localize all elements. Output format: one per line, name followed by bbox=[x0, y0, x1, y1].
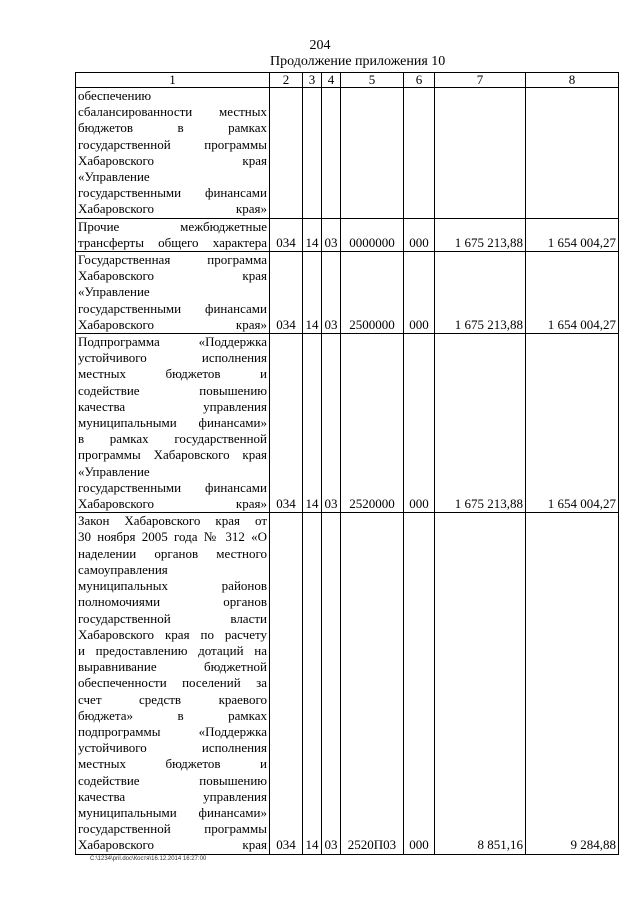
column-number-row bbox=[76, 73, 619, 88]
amount-year-1 bbox=[435, 88, 526, 219]
target-article-code: 2520П03 bbox=[341, 513, 404, 854]
description-line: программы Хабаровского края bbox=[78, 447, 267, 463]
amount-year-2: 9 284,88 bbox=[526, 513, 619, 854]
description-line: местных бюджетов и bbox=[78, 756, 267, 772]
ministry-code bbox=[270, 88, 303, 219]
description-line: Хабаровского края» bbox=[78, 201, 267, 217]
table-row bbox=[76, 334, 619, 513]
column-number: 3 bbox=[303, 73, 322, 88]
description-line: трансферты общего характера bbox=[78, 234, 267, 250]
description-line: муниципальными финансами» bbox=[78, 804, 267, 820]
table-row bbox=[76, 88, 619, 219]
amount-year-2: 1 654 004,27 bbox=[526, 218, 619, 251]
description-line: государственной программы bbox=[78, 821, 267, 837]
column-number: 2 bbox=[270, 73, 303, 88]
description-line: муниципальных районов bbox=[78, 578, 267, 594]
subsection-code bbox=[322, 88, 341, 219]
row-description bbox=[76, 252, 270, 334]
description-line: местных бюджетов и bbox=[78, 366, 267, 382]
description-line: качества управления bbox=[78, 398, 267, 414]
description-line: государственными финансами bbox=[78, 185, 267, 201]
expense-type-code: 000 bbox=[404, 513, 435, 854]
target-article-code bbox=[341, 88, 404, 219]
description-line: обеспеченности поселений за bbox=[78, 675, 267, 691]
description-line: Государственная программа bbox=[78, 252, 267, 268]
description-line: Хабаровского края» bbox=[78, 496, 267, 512]
column-number: 6 bbox=[404, 73, 435, 88]
description-line: государственными финансами bbox=[78, 479, 267, 495]
amount-year-1: 1 675 213,88 bbox=[435, 252, 526, 334]
row-description bbox=[76, 218, 270, 251]
description-line: государственной власти bbox=[78, 610, 267, 626]
section-code: 14 bbox=[303, 513, 322, 854]
column-number: 8 bbox=[526, 73, 619, 88]
description-line: самоуправления bbox=[78, 561, 168, 577]
description-line: Прочие межбюджетные bbox=[78, 218, 267, 234]
table-row bbox=[76, 252, 619, 334]
expense-type-code: 000 bbox=[404, 218, 435, 251]
page-number: 204 bbox=[309, 38, 331, 53]
expense-type-code: 000 bbox=[404, 334, 435, 513]
expense-type-code: 000 bbox=[404, 252, 435, 334]
section-code: 14 bbox=[303, 252, 322, 334]
row-description bbox=[76, 513, 270, 854]
column-number: 4 bbox=[322, 73, 341, 88]
column-number: 1 bbox=[76, 73, 270, 88]
subsection-code: 03 bbox=[322, 334, 341, 513]
description-line: бюджетов в рамках bbox=[78, 120, 267, 136]
row-description bbox=[76, 334, 270, 513]
description-line: «Управление bbox=[78, 284, 150, 300]
table-row bbox=[76, 218, 619, 251]
description-line: сбалансированности местных bbox=[78, 104, 267, 120]
column-number: 5 bbox=[341, 73, 404, 88]
description-line: государственными финансами bbox=[78, 300, 267, 316]
description-line: устойчивого исполнения bbox=[78, 350, 267, 366]
appendix-continuation-label: Продолжение приложения 10 bbox=[270, 54, 446, 69]
amount-year-1: 1 675 213,88 bbox=[435, 334, 526, 513]
description-line: Хабаровского края bbox=[78, 152, 267, 168]
description-line: обеспечению bbox=[78, 88, 152, 103]
ministry-code: 034 bbox=[270, 252, 303, 334]
section-code: 14 bbox=[303, 334, 322, 513]
amount-year-1: 8 851,16 bbox=[435, 513, 526, 854]
description-line: Хабаровского края по расчету bbox=[78, 626, 267, 642]
section-code: 14 bbox=[303, 218, 322, 251]
budget-table bbox=[75, 72, 619, 855]
table-row bbox=[76, 513, 619, 854]
description-line: Хабаровского края bbox=[78, 268, 267, 284]
description-line: наделении органов местного bbox=[78, 545, 267, 561]
description-line: содействие повышению bbox=[78, 382, 267, 398]
description-line: Хабаровского края bbox=[78, 837, 267, 853]
amount-year-2: 1 654 004,27 bbox=[526, 252, 619, 334]
target-article-code: 2500000 bbox=[341, 252, 404, 334]
description-line: полномочиями органов bbox=[78, 594, 267, 610]
ministry-code: 034 bbox=[270, 218, 303, 251]
description-line: 30 ноября 2005 года № 312 «О bbox=[78, 529, 267, 545]
description-line: подпрограммы «Поддержка bbox=[78, 723, 267, 739]
description-line: в рамках государственной bbox=[78, 431, 267, 447]
target-article-code: 0000000 bbox=[341, 218, 404, 251]
description-line: и предоставлению дотаций на bbox=[78, 642, 267, 658]
target-article-code: 2520000 bbox=[341, 334, 404, 513]
amount-year-1: 1 675 213,88 bbox=[435, 218, 526, 251]
description-line: Хабаровского края» bbox=[78, 316, 267, 332]
row-description bbox=[76, 88, 270, 219]
description-line: содействие повышению bbox=[78, 772, 267, 788]
amount-year-2 bbox=[526, 88, 619, 219]
ministry-code: 034 bbox=[270, 513, 303, 854]
amount-year-2: 1 654 004,27 bbox=[526, 334, 619, 513]
subsection-code: 03 bbox=[322, 252, 341, 334]
description-line: счет средств краевого bbox=[78, 691, 267, 707]
file-path-footer: C:\1234\pril.doc\Костя\16.12.2014 16:27:00 bbox=[90, 856, 207, 862]
description-line: качества управления bbox=[78, 788, 267, 804]
description-line: устойчивого исполнения bbox=[78, 740, 267, 756]
description-line: бюджета» в рамках bbox=[78, 707, 267, 723]
description-line: «Управление bbox=[78, 463, 150, 479]
expense-type-code bbox=[404, 88, 435, 219]
description-line: выравнивание бюджетной bbox=[78, 659, 267, 675]
description-line: «Управление bbox=[78, 169, 150, 185]
ministry-code: 034 bbox=[270, 334, 303, 513]
subsection-code: 03 bbox=[322, 218, 341, 251]
description-line: муниципальными финансами» bbox=[78, 415, 267, 431]
description-line: государственной программы bbox=[78, 136, 267, 152]
subsection-code: 03 bbox=[322, 513, 341, 854]
column-number: 7 bbox=[435, 73, 526, 88]
description-line: Закон Хабаровского края от bbox=[78, 513, 267, 529]
section-code bbox=[303, 88, 322, 219]
description-line: Подпрограмма «Поддержка bbox=[78, 334, 267, 350]
